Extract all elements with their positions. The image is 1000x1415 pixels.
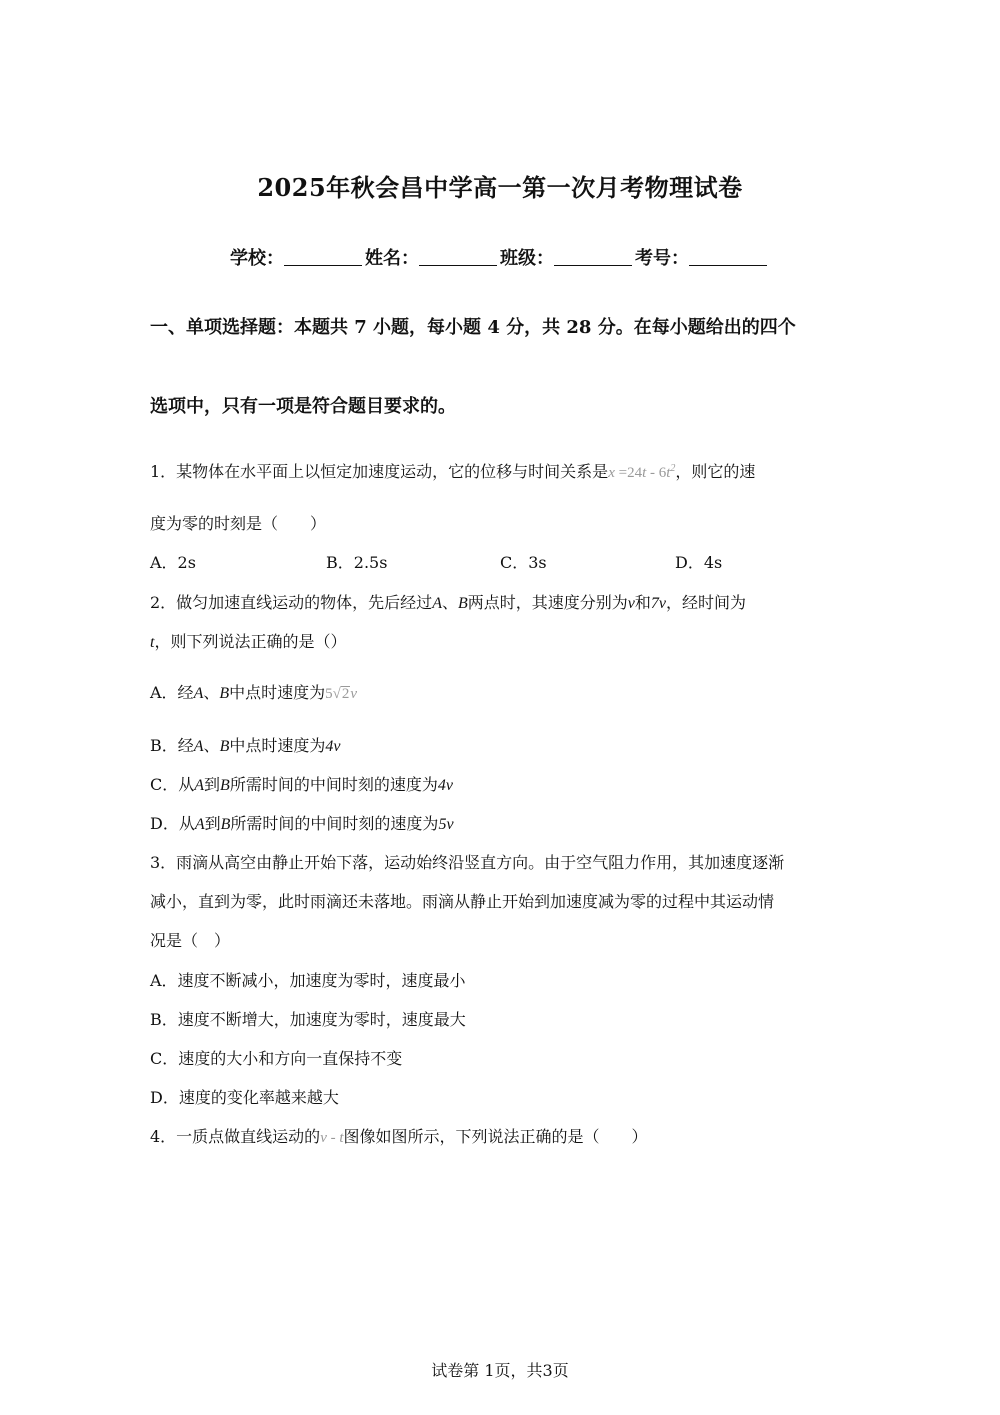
q2-option-a-formula: 5√2v bbox=[325, 686, 358, 702]
question-1-line-2: 度为零的时刻是（ ） bbox=[150, 514, 327, 533]
question-3-line-3: 况是（ ） bbox=[150, 931, 231, 950]
q1-formula: $x =24t - 6t^2$ bbox=[608, 463, 676, 481]
q3-option-c: C．速度的大小和方向一直保持不变 bbox=[150, 1049, 403, 1068]
page-footer: 试卷第 1页，共3页 bbox=[431, 1361, 569, 1380]
q1-option-d: D．4s bbox=[675, 553, 723, 572]
q1-option-b: B．2.5s bbox=[326, 553, 388, 572]
question-3-line-1: 3．雨滴从高空由静止开始下落，运动始终沿竖直方向。由于空气阻力作用，其加速度逐渐 bbox=[150, 853, 785, 872]
section-heading-line-2: 选项中，只有一项是符合题目要求的。 bbox=[150, 396, 456, 417]
q1-option-c: C．3s bbox=[500, 553, 547, 572]
q2-option-c: C．从A到B所需时间的中间时刻的速度为4v bbox=[150, 775, 453, 794]
question-3-line-2: 减小，直到为零，此时雨滴还未落地。雨滴从静止开始到加速度减为零的过程中其运动情 bbox=[150, 892, 775, 911]
name-blank bbox=[419, 247, 497, 266]
school-blank bbox=[284, 247, 362, 266]
q3-option-b: B．速度不断增大，加速度为零时，速度最大 bbox=[150, 1010, 466, 1029]
q3-option-d: D．速度的变化率越来越大 bbox=[150, 1088, 339, 1107]
q3-option-a: A．速度不断减小，加速度为零时，速度最小 bbox=[150, 971, 466, 990]
question-4-line-1: 4．一质点做直线运动的v - t图像如图所示，下列说法正确的是（ ） bbox=[150, 1127, 648, 1146]
q2-option-b: B．经A、B中点时速度为4v bbox=[150, 736, 341, 755]
question-1-line-1 bbox=[150, 459, 755, 482]
q2-option-a: A．经A、B中点时速度为5√2v bbox=[150, 683, 358, 702]
question-2-line-1: 2．做匀加速直线运动的物体，先后经过A、B两点时，其速度分别为v和7v，经时间为 bbox=[150, 593, 747, 612]
q1-text-cont: ，则它的速 bbox=[675, 462, 756, 481]
class-blank bbox=[554, 247, 632, 266]
q1-text: 1．某物体在水平面上以恒定加速度运动，它的位移与时间关系是 bbox=[150, 462, 609, 481]
student-info-line bbox=[0, 244, 1000, 270]
q4-formula: v - t bbox=[320, 1130, 344, 1146]
exam-number-blank bbox=[689, 247, 767, 266]
exam-number-label: 考号： bbox=[635, 248, 689, 269]
exam-title: 2025年秋会昌中学高一第一次月考物理试卷 bbox=[257, 173, 743, 202]
question-2-line-2: t，则下列说法正确的是（） bbox=[150, 632, 347, 651]
name-label: 姓名： bbox=[365, 248, 419, 269]
class-label: 班级： bbox=[500, 248, 554, 269]
q1-option-a: A．2s bbox=[150, 553, 196, 572]
q2-option-d: D．从A到B所需时间的中间时刻的速度为5v bbox=[150, 814, 454, 833]
section-heading-line-1: 一、单项选择题：本题共 7 小题，每小题 4 分，共 28 分。在每小题给出的四个 bbox=[150, 317, 796, 338]
school-label: 学校： bbox=[230, 248, 284, 269]
